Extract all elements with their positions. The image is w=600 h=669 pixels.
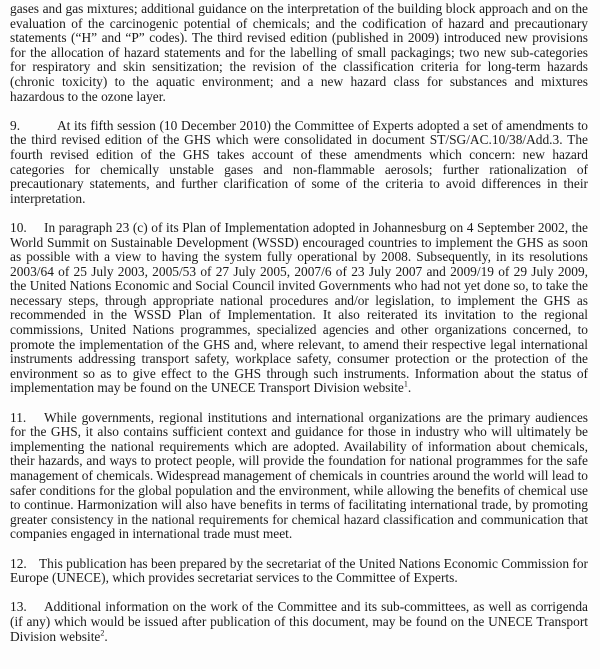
footnote-marker[interactable]: 1	[403, 379, 408, 389]
paragraph-9	[10, 119, 588, 207]
paragraph-number: 11.	[10, 409, 27, 425]
paragraph-number: 12.	[10, 555, 27, 571]
paragraph-number: 13.	[10, 599, 27, 615]
paragraph-text: While governments, regional institutions and international organizations are the primary audiences for the GHS, it also contains sufficient context and guidance for those in industry who will ultimately be implementing the national requirements which are adopted. Availability of information about chemicals, their hazards, and ways to protect people, will provide the foundation for national programmes for the safe management of chemicals. Widespread management of chemicals in countries around the world will lead to safer conditions for the global population and the environment, while allowing the benefits of chemical use to continue. Harmonization will also have benefits in terms of facilitating international trade, by promoting greater consistency in the national requirements for chemical hazard classification and communication that companies engaged in international trade must meet.	[10, 409, 588, 542]
paragraph-12	[10, 557, 588, 586]
document-body	[10, 2, 588, 659]
paragraph-number: 9.	[10, 117, 21, 133]
paragraph-text: Additional information on the work of the Committee and its sub-committees, as well as corrigenda (if any) which would be issued after publication of this document, may be found on the UNECE Transport Division website	[10, 599, 588, 644]
paragraph-number: 10.	[10, 219, 27, 235]
paragraph-11	[10, 411, 588, 542]
paragraph-text: gases and gas mixtures; additional guidance on the interpretation of the building block approach and on the evaluation of the carcinogenic potential of chemicals; and the codification of hazard and precautionary statements (“H” and “P” codes). The third revised edition (published in 2009) introduced new provisions for the allocation of hazard statements and for the labelling of small packagings; two new sub-categories for respiratory and skin sensitization; the revision of the classification criteria for long-term hazards (chronic toxicity) to the aquatic environment; and a new hazard class for substances and mixtures hazardous to the ozone layer.	[10, 1, 588, 104]
paragraph-8-continuation	[10, 2, 588, 104]
paragraph-10	[10, 221, 588, 396]
paragraph-end: .	[104, 628, 108, 644]
footnote-marker[interactable]: 2	[100, 628, 105, 638]
paragraph-text: In paragraph 23 (c) of its Plan of Implementation adopted in Johannesburg on 4 September 2002, the World Summit on Sustainable Development (WSSD) encouraged countries to implement the GHS as soon as possible with a view to having the system fully operational by 2008. Subsequently, in its resolutions 2003/64 of 25 July 2003, 2005/53 of 27 July 2005, 2007/6 of 23 July 2007 and 2009/19 of 29 July 2009, the United Nations Economic and Social Council invited Governments who had not yet done so, to take the necessary steps, through appropriate national procedures and/or legislation, to implement the GHS as recommended in the WSSD Plan of Implementation. It also reiterated its invitation to the regional commissions, United Nations programmes, specialized agencies and other organizations concerned, to promote the implementation of the GHS and, where relevant, to amend their respective legal international instruments addressing transport safety, workplace safety, consumer protection or the protection of the environment so as to give effect to the GHS through such instruments. Information about the status of implementation may be found on the UNECE Transport Division website	[10, 219, 588, 396]
paragraph-end: .	[407, 380, 412, 396]
paragraph-13	[10, 600, 588, 644]
paragraph-text: This publication has been prepared by the secretariat of the United Nations Economic Commission for Europe (UNECE), which provides secretariat services to the Committee of Experts.	[10, 555, 588, 586]
paragraph-text: At its fifth session (10 December 2010) the Committee of Experts adopted a set of amendments to the third revised edition of the GHS which were consolidated in document ST/SG/AC.10/38/Add.3. The fourth revised edition of the GHS takes account of these amendments which concern: new hazard categories for chemically unstable gases and non-flammable aerosols; further rationalization of precautionary statements, and further clarification of some of the criteria to avoid differences in their interpretation.	[10, 117, 588, 206]
